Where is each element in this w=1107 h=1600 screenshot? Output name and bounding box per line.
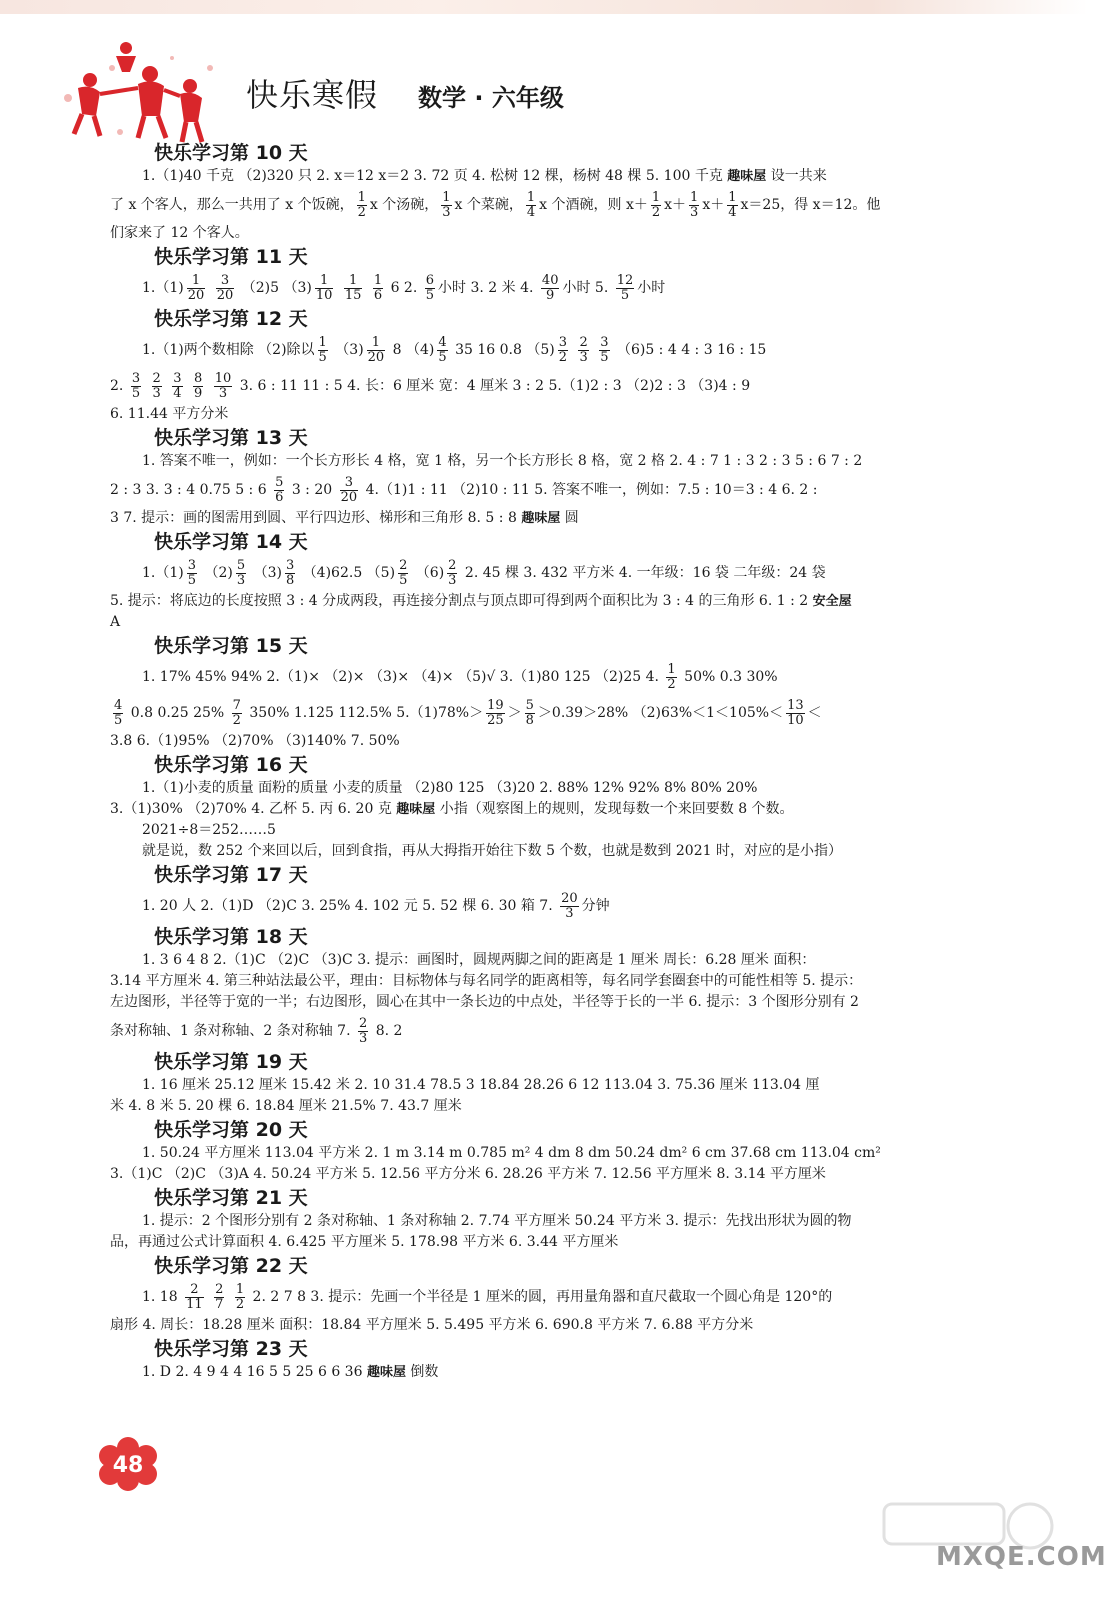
- section-title: 快乐学习第 21 天: [154, 1187, 308, 1209]
- answer-line: 1. 答案不唯一，例如：一个长方形长 4 格，宽 1 格，另一个长方形长 8 格，宽 2 格 2. 4 : 7 1 : 3 2 : 3 5 : 6 7 : 2: [142, 453, 863, 469]
- fraction: $\frac{5}{8}$: [525, 697, 534, 728]
- fraction: $\frac{40}{9}$: [541, 272, 559, 303]
- section-title: 快乐学习第 14 天: [154, 531, 308, 553]
- fraction: $\frac{20}{3}$: [561, 890, 578, 921]
- fraction: $\frac{2}{3}$: [579, 334, 588, 365]
- quweiwu-label: 趣味屋: [521, 511, 561, 526]
- section-day-15: [110, 633, 998, 752]
- section-title: 快乐学习第 18 天: [154, 926, 308, 948]
- fraction: $\frac{1}{20}$: [187, 272, 205, 303]
- answer-line: $\frac{4}{5}$ 0.8 0.25 25% $\frac{7}{2}$ 350% 1.125 112.5% 5.（1)78%＞ $\frac{19}{25}$ ＞ $\frac{5}{8}$ ＞0.39＞28% （2)63%＜1＜105%＜ $\frac{13}{10}$ ＜: [114, 697, 822, 728]
- answer-line: 1. D 2. 4 9 4 4 16 5 5 25 6 6 36 趣味屋 倒数: [142, 1364, 439, 1380]
- answer-content: [110, 140, 998, 1383]
- quweiwu-label: 趣味屋: [727, 169, 767, 184]
- fraction: $\frac{1}{2}$: [667, 661, 676, 692]
- fraction: $\frac{3}{4}$: [173, 370, 182, 401]
- anquanwu-label: 安全屋: [812, 594, 852, 609]
- answer-line: 1. 20 人 2.（1)D （2)C 3. 25% 4. 102 元 5. 52 棵 6. 30 箱 7. $\frac{20}{3}$ 分钟: [142, 890, 610, 921]
- section-day-21: [110, 1185, 998, 1253]
- fraction: $\frac{6}{5}$: [425, 272, 435, 303]
- section-day-18: [110, 924, 998, 1049]
- fraction: $\frac{3}{2}$: [558, 334, 568, 365]
- section-title: 快乐学习第 17 天: [154, 864, 308, 886]
- page-number-badge: [92, 1436, 164, 1492]
- answer-line: 扇形 4. 周长：18.28 厘米 面积：18.84 平方厘米 5. 5.495 平方米 6. 690.8 平方米 7. 6.88 平方分米: [110, 1317, 754, 1333]
- answer-line: 米 4. 8 米 5. 20 棵 6. 18.84 厘米 21.5% 7. 43.7 厘米: [110, 1098, 462, 1114]
- section-title: 快乐学习第 15 天: [154, 635, 308, 657]
- fraction: $\frac{1}{6}$: [373, 272, 383, 303]
- fraction: $\frac{3}{20}$: [340, 474, 358, 505]
- answer-line: 1.（1)两个数相除 （2)除以 $\frac{1}{5}$ （3) $\frac{1}{20}$ 8 （4) $\frac{4}{5}$ 35 16 0.8 （5) $\frac{3}{2}$ $\frac{2}{3}$ $\frac{3}{5}$ （6)5 : 4 4 : 3 16 : 15: [142, 334, 767, 365]
- answer-line: 们家来了 12 个客人。: [110, 225, 249, 241]
- section-title: 快乐学习第 23 天: [154, 1338, 308, 1360]
- answer-line: 3.8 6.（1)95% （2)70% （3)140% 7. 50%: [110, 733, 400, 749]
- fraction: $\frac{3}{5}$: [187, 557, 197, 588]
- answer-line: 3.（1)30% （2)70% 4. 乙杯 5. 丙 6. 20 克 趣味屋 小指（观察图上的规则，发现每数一个来回要数 8 个数。: [110, 801, 794, 817]
- section-day-10: [110, 140, 998, 244]
- fraction: $\frac{1}{3}$: [690, 189, 699, 220]
- answer-line: 品，再通过公式计算面积 4. 6.425 平方厘米 5. 178.98 平方米 6. 3.44 平方厘米: [110, 1234, 619, 1250]
- answer-line: A: [110, 614, 121, 630]
- fraction: $\frac{1}{15}$: [344, 272, 362, 303]
- fraction: $\frac{4}{5}$: [114, 697, 123, 728]
- answer-line: 1.（1)40 千克 （2)320 只 2. x＝12 x＝2 3. 72 页 4. 松树 12 棵，杨树 48 棵 5. 100 千克 趣味屋 设一共来: [142, 168, 827, 184]
- children-logo-illustration: [60, 38, 220, 148]
- answer-line: 1.（1) $\frac{3}{5}$ （2) $\frac{5}{3}$ （3) $\frac{3}{8}$ （4)62.5 （5) $\frac{2}{5}$ （6) $\frac{2}{3}$ 2. 45 棵 3. 432 平方米 4. 一年级：16 袋 二年级：24 袋: [142, 557, 826, 588]
- section-day-12: [110, 306, 998, 425]
- fraction: $\frac{1}{10}$: [315, 272, 333, 303]
- fraction: $\frac{1}{3}$: [442, 189, 451, 220]
- fraction: $\frac{19}{25}$: [487, 697, 504, 728]
- fraction: $\frac{2}{11}$: [186, 1281, 203, 1312]
- quweiwu-label: 趣味屋: [396, 802, 436, 817]
- fraction: $\frac{1}{2}$: [651, 189, 661, 220]
- answer-line: 2 : 3 3. 3 : 4 0.75 5 : 6 $\frac{5}{6}$ 3 : 20 $\frac{3}{20}$ 4.（1)1 : 11 （2)10 : 11 5. 答案不唯一，例如：7.5 : 10＝3 : 4 6. 2 :: [110, 474, 818, 505]
- answer-line: 左边图形，半径等于宽的一半；右边图形，圆心在其中一条长边的中点处，半径等于长的一半 6. 提示：3 个图形分别有 2: [110, 994, 859, 1010]
- top-decorative-band: [0, 0, 1088, 14]
- section-day-14: [110, 529, 998, 633]
- section-title: 快乐学习第 22 天: [154, 1255, 308, 1277]
- fraction: $\frac{2}{3}$: [152, 370, 161, 401]
- section-title: 快乐学习第 12 天: [154, 308, 308, 330]
- section-day-13: [110, 425, 998, 529]
- section-day-19: [110, 1049, 998, 1117]
- section-day-16: [110, 752, 998, 862]
- fraction: $\frac{1}{2}$: [235, 1281, 245, 1312]
- answer-line: 3.（1)C （2)C （3)A 4. 50.24 平方米 5. 12.56 平方分米 6. 28.26 平方米 7. 12.56 平方厘米 8. 3.14 平方厘米: [110, 1166, 826, 1182]
- fraction: $\frac{4}{5}$: [438, 334, 447, 365]
- fraction: $\frac{2}{3}$: [448, 557, 457, 588]
- answer-line: 3 7. 提示：画的图需用到圆、平行四边形、梯形和三角形 8. 5 : 8 趣味屋 圆: [110, 510, 579, 526]
- answer-line: 条对称轴、1 条对称轴、2 条对称轴 7. $\frac{2}{3}$ 8. 2: [110, 1015, 403, 1046]
- answer-line: 1. 17% 45% 94% 2.（1)× （2)× （3)× （4)× （5)√ 3.（1)80 125 （2)25 4. $\frac{1}{2}$ 50% 0.3 30%: [142, 661, 778, 692]
- section-day-20: [110, 1117, 998, 1185]
- fraction: $\frac{13}{10}$: [787, 697, 804, 728]
- section-day-17: [110, 862, 998, 924]
- book-title: 快乐寒假: [246, 76, 379, 114]
- answer-line: 2. $\frac{3}{5}$ $\frac{2}{3}$ $\frac{3}{4}$ $\frac{8}{9}$ $\frac{10}{3}$ 3. 6 : 11 11 : 5 4. 长：6 厘米 宽：4 厘米 3 : 2 5.（1)2 : 3 （2)2 : 3 （3)4 : 9: [110, 370, 751, 401]
- fraction: $\frac{3}{5}$: [131, 370, 141, 401]
- answer-line: 1. 3 6 4 8 2.（1)C （2)C （3)C 3. 提示：画图时，圆规两脚之间的距离是 1 厘米 周长：6.28 厘米 面积：: [142, 952, 816, 968]
- fraction: $\frac{1}{4}$: [526, 189, 536, 220]
- section-title: 快乐学习第 10 天: [154, 142, 308, 164]
- fraction: $\frac{1}{20}$: [367, 334, 385, 365]
- section-title: 快乐学习第 19 天: [154, 1051, 308, 1073]
- fraction: $\frac{2}{3}$: [358, 1015, 368, 1046]
- section-day-11: [110, 244, 998, 306]
- answer-line: 就是说，数 252 个来回以后，回到食指，再从大拇指开始往下数 5 个数，也就是数到 2021 时，对应的是小指）: [142, 843, 842, 859]
- fraction: $\frac{3}{8}$: [285, 557, 295, 588]
- fraction: $\frac{2}{5}$: [399, 557, 408, 588]
- section-day-22: [110, 1253, 998, 1336]
- section-title: 快乐学习第 16 天: [154, 754, 308, 776]
- page-number: 48: [112, 1453, 144, 1478]
- fraction: $\frac{10}{3}$: [214, 370, 232, 401]
- fraction: $\frac{3}{20}$: [216, 272, 234, 303]
- watermark-text: MXQE.COM: [936, 1542, 1107, 1572]
- fraction: $\frac{5}{6}$: [275, 474, 284, 505]
- answer-line: 3.14 平方厘米 4. 第三种站法最公平，理由：目标物体与每名同学的距离相等，每名同学套圈套中的可能性相等 5. 提示：: [110, 973, 863, 989]
- fraction: $\frac{1}{2}$: [357, 189, 366, 220]
- answer-line: 2021÷8＝252……5: [142, 822, 276, 838]
- fraction: $\frac{1}{5}$: [318, 334, 327, 365]
- section-title: 快乐学习第 11 天: [154, 246, 308, 268]
- fraction: $\frac{3}{5}$: [600, 334, 609, 365]
- fraction: $\frac{12}{5}$: [616, 272, 634, 303]
- section-title: 快乐学习第 20 天: [154, 1119, 308, 1141]
- answer-line: 1. 提示：2 个图形分别有 2 条对称轴、1 条对称轴 2. 7.74 平方厘米 50.24 平方米 3. 提示：先找出形状为圆的物: [142, 1213, 852, 1229]
- answer-line: 1.（1) $\frac{1}{20}$ $\frac{3}{20}$ （2)5 （3) $\frac{1}{10}$ $\frac{1}{15}$ $\frac{1}{6}$ 6 2. $\frac{6}{5}$ 小时 3. 2 米 4. $\frac{40}{9}$ 小时 5. $\frac{12}{5}$ 小时: [142, 272, 666, 303]
- section-day-23: [110, 1336, 998, 1383]
- answer-line: 1. 16 厘米 25.12 厘米 15.42 米 2. 10 31.4 78.5 3 18.84 28.26 6 12 113.04 3. 75.36 厘米 113.04 厘: [142, 1077, 820, 1093]
- fraction: $\frac{8}{9}$: [194, 370, 203, 401]
- book-subject: 数学 · 六年级: [418, 84, 564, 112]
- fraction: $\frac{2}{7}$: [215, 1281, 224, 1312]
- fraction: $\frac{7}{2}$: [232, 697, 241, 728]
- answer-line: 6. 11.44 平方分米: [110, 406, 229, 422]
- quweiwu-label: 趣味屋: [366, 1365, 406, 1380]
- fraction: $\frac{5}{3}$: [236, 557, 246, 588]
- section-title: 快乐学习第 13 天: [154, 427, 308, 449]
- fraction: $\frac{1}{4}$: [728, 189, 737, 220]
- answer-line: 1.（1)小麦的质量 面粉的质量 小麦的质量 （2)80 125 （3)20 2. 88% 12% 92% 8% 80% 20%: [142, 780, 758, 796]
- answer-line: 5. 提示：将底边的长度按照 3 : 4 分成两段，再连接分割点与顶点即可得到两个面积比为 3 : 4 的三角形 6. 1 : 2 安全屋: [110, 593, 852, 609]
- answer-line: 1. 50.24 平方厘米 113.04 平方米 2. 1 m 3.14 m 0.785 m² 4 dm 8 dm 50.24 dm² 6 cm 37.68 cm 113.04 cm²: [142, 1145, 881, 1161]
- answer-line: 1. 18 $\frac{2}{11}$ $\frac{2}{7}$ $\frac{1}{2}$ 2. 2 7 8 3. 提示：先画一个半径是 1 厘米的圆，再用量角器和直尺截取一个圆心角是 120°的: [142, 1281, 833, 1312]
- answer-line: 了 x 个客人，那么一共用了 x 个饭碗， $\frac{1}{2}$ x 个汤碗， $\frac{1}{3}$ x 个菜碗， $\frac{1}{4}$ x 个酒碗，则 x＋ $\frac{1}{2}$ x＋ $\frac{1}{3}$ x＋ $\frac{1}{4}$ x＝25，得 x＝12。他: [110, 189, 881, 220]
